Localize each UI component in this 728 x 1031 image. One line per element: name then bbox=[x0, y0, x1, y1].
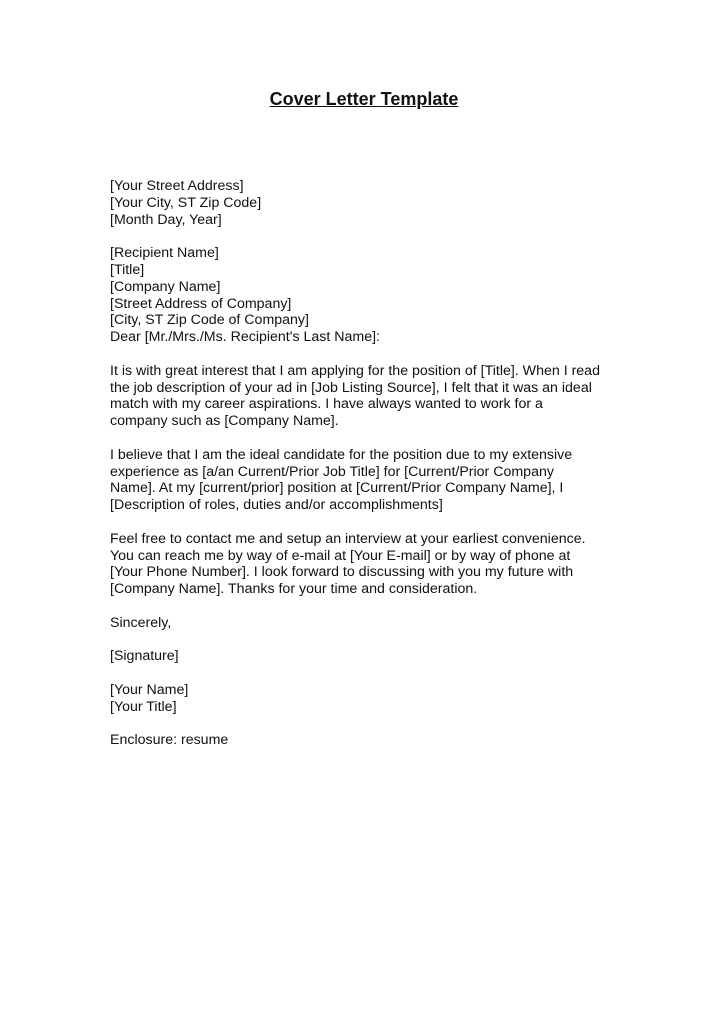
signoff-name: [Your Name] bbox=[110, 681, 189, 698]
paragraph-line: company such as [Company Name]. bbox=[110, 413, 339, 430]
recipient-title: [Title] bbox=[110, 261, 145, 278]
recipient-name: [Recipient Name] bbox=[110, 245, 219, 262]
salutation: Dear [Mr./Mrs./Ms. Recipient's Last Name]: bbox=[110, 329, 380, 346]
paragraph-line: [Your Phone Number]. I look forward to discussing with you my future with bbox=[110, 564, 574, 581]
recipient-city: [City, ST Zip Code of Company] bbox=[110, 312, 309, 329]
paragraph-line: It is with great interest that I am applying for the position of [Title]. When I read bbox=[110, 362, 600, 379]
closing: Sincerely, bbox=[110, 614, 172, 631]
paragraph-line: You can reach me by way of e-mail at [Your E-mail] or by way of phone at bbox=[110, 547, 571, 564]
paragraph-line: [Company Name]. Thanks for your time and consideration. bbox=[110, 581, 478, 598]
document-title: Cover Letter Template bbox=[269, 89, 459, 109]
paragraph-line: Feel free to contact me and setup an interview at your earliest convenience. bbox=[110, 530, 586, 547]
paragraph-intro bbox=[110, 363, 630, 430]
paragraph-line: [Description of roles, duties and/or accomplishments] bbox=[110, 497, 443, 514]
paragraph-qualifications bbox=[110, 447, 630, 514]
paragraph-line: the job description of your ad in [Job Listing Source], I felt that it was an ideal bbox=[110, 379, 592, 396]
signature-placeholder: [Signature] bbox=[110, 648, 179, 665]
signature-block bbox=[110, 648, 630, 665]
sender-address-block bbox=[110, 178, 630, 228]
sender-city: [Your City, ST Zip Code] bbox=[110, 194, 262, 211]
paragraph-contact bbox=[110, 531, 630, 598]
sender-street: [Your Street Address] bbox=[110, 178, 244, 194]
signoff-block bbox=[110, 682, 630, 716]
paragraph-line: I believe that I am the ideal candidate for the position due to my extensive bbox=[110, 446, 573, 463]
paragraph-line: match with my career aspirations. I have always wanted to work for a bbox=[110, 396, 543, 413]
enclosure-block bbox=[110, 732, 630, 749]
enclosure-note: Enclosure: resume bbox=[110, 732, 229, 749]
recipient-address-block bbox=[110, 245, 630, 346]
letter-body bbox=[110, 178, 630, 749]
paragraph-line: experience as [a/an Current/Prior Job Title] for [Current/Prior Company bbox=[110, 463, 554, 480]
recipient-company: [Company Name] bbox=[110, 278, 221, 295]
letter-date: [Month Day, Year] bbox=[110, 211, 222, 228]
recipient-street: [Street Address of Company] bbox=[110, 295, 292, 312]
paragraph-line: Name]. At my [current/prior] position at [Current/Prior Company Name], I bbox=[110, 480, 564, 497]
signoff-title: [Your Title] bbox=[110, 698, 177, 715]
closing-block bbox=[110, 615, 630, 632]
